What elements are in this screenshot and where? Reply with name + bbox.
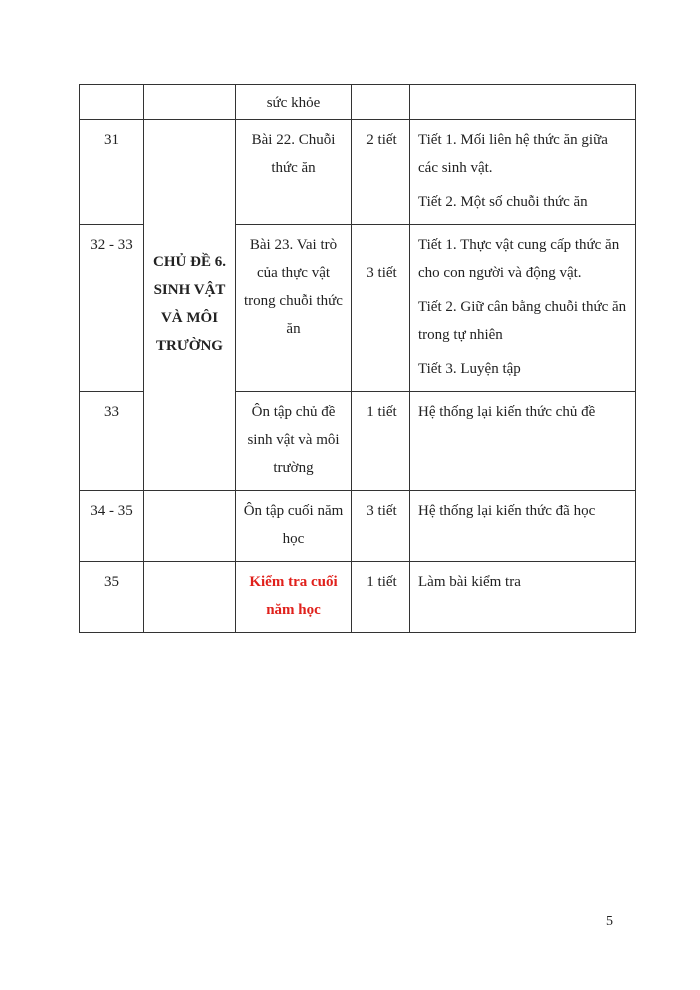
topic-cell: [144, 562, 236, 633]
lesson-cell: sức khỏe: [236, 85, 352, 120]
content-cell: [410, 392, 636, 491]
hours-cell: [352, 85, 410, 120]
table-row: [80, 85, 636, 120]
table-row: [80, 562, 636, 633]
lesson-cell: [236, 562, 352, 633]
table-row: [80, 491, 636, 562]
table-row: [80, 120, 636, 225]
week-cell: [80, 85, 144, 120]
hours-cell: 3 tiết: [352, 491, 410, 562]
topic-cell-chu-de-6: CHỦ ĐỀ 6. SINH VẬT VÀ MÔI TRƯỜNG: [144, 120, 236, 491]
week-cell: 34 - 35: [80, 491, 144, 562]
hours-cell: 3 tiết: [352, 225, 410, 392]
page-number: 5: [606, 914, 613, 929]
week-cell: 35: [80, 562, 144, 633]
topic-cell: [144, 491, 236, 562]
content-cell: [410, 562, 636, 633]
hours-cell: 1 tiết: [352, 562, 410, 633]
hours-cell: 2 tiết: [352, 120, 410, 225]
content-cell: [410, 120, 636, 225]
content-line: Tiết 3. Luyện tập: [418, 361, 521, 377]
content-line: Làm bài kiểm tra: [418, 574, 521, 590]
lesson-cell: Bài 23. Vai trò của thực vật trong chuỗi thức ăn: [236, 225, 352, 392]
content-line: Tiết 2. Một số chuỗi thức ăn: [418, 194, 588, 210]
content-line: Hệ thống lại kiến thức chủ đề: [418, 404, 596, 420]
content-line: Tiết 1. Thực vật cung cấp thức ăn cho con người và động vật.: [418, 237, 620, 281]
hours-cell: 1 tiết: [352, 392, 410, 491]
week-cell: 31: [80, 120, 144, 225]
content-cell: [410, 491, 636, 562]
content-line: Tiết 1. Mối liên hệ thức ăn giữa các sinh vật.: [418, 132, 608, 176]
content-cell: [410, 85, 636, 120]
content-line: Tiết 2. Giữ cân bằng chuỗi thức ăn trong tự nhiên: [418, 299, 627, 343]
lesson-cell: Bài 22. Chuỗi thức ăn: [236, 120, 352, 225]
lesson-cell: Ôn tập cuối năm học: [236, 491, 352, 562]
schedule-table: [79, 84, 636, 633]
week-cell: 33: [80, 392, 144, 491]
content-cell: [410, 225, 636, 392]
week-cell: 32 - 33: [80, 225, 144, 392]
topic-cell: [144, 85, 236, 120]
exam-lesson-title: Kiểm tra cuối năm học: [249, 574, 338, 618]
lesson-cell: Ôn tập chủ đề sinh vật và môi trường: [236, 392, 352, 491]
content-line: Hệ thống lại kiến thức đã học: [418, 503, 596, 519]
